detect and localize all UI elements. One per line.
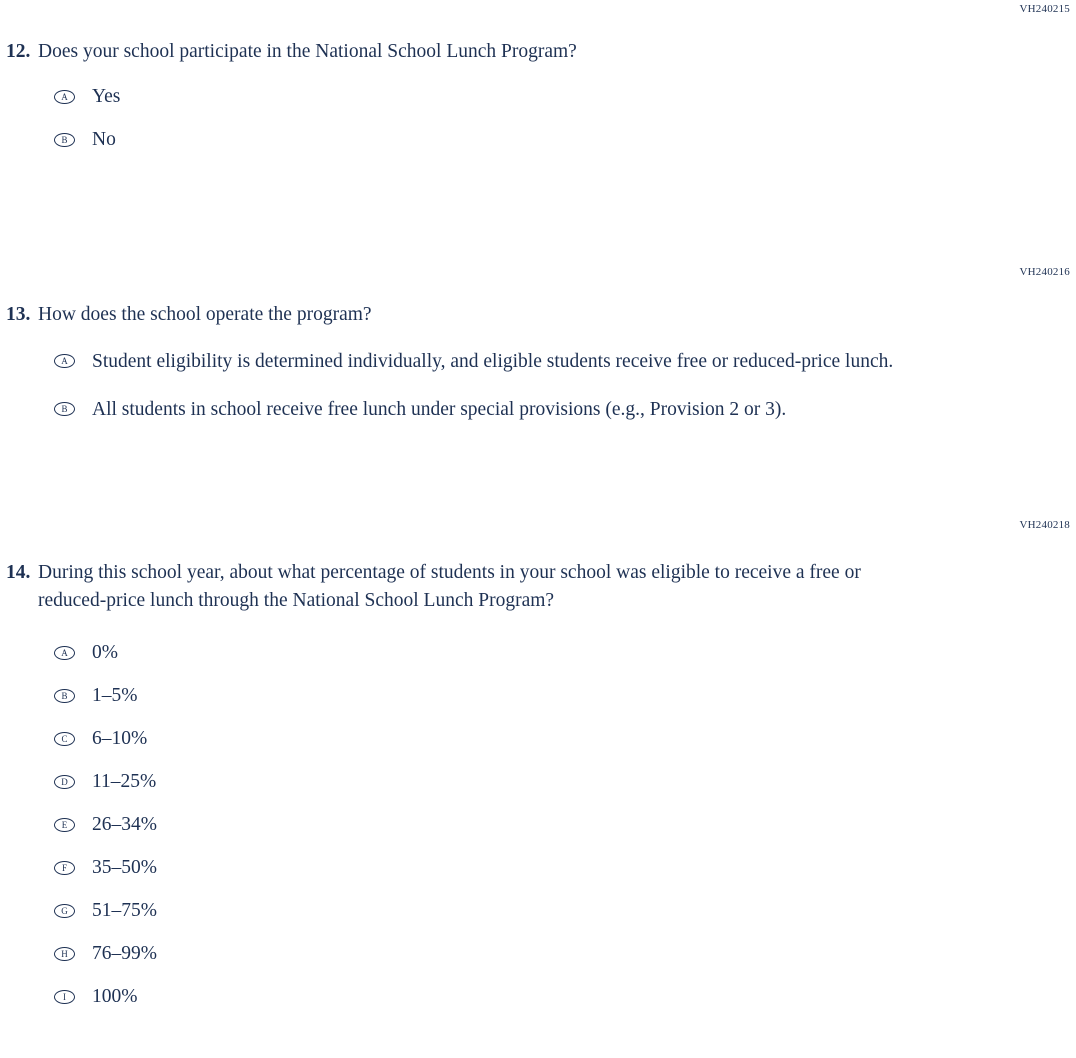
question-code: VH240218 bbox=[1019, 519, 1070, 531]
options-list bbox=[54, 348, 1070, 423]
option-label: 51–75% bbox=[92, 900, 157, 921]
option-label: Yes bbox=[92, 86, 121, 107]
answer-option[interactable] bbox=[54, 857, 1070, 879]
question-number: 12. bbox=[6, 41, 31, 62]
question-number: 13. bbox=[6, 304, 31, 325]
option-bubble-a[interactable]: A bbox=[54, 90, 75, 104]
answer-option[interactable] bbox=[54, 728, 1070, 750]
answer-option[interactable] bbox=[54, 642, 1070, 664]
question-line bbox=[6, 38, 1070, 65]
question-12 bbox=[6, 3, 1070, 151]
question-text: How does the school operate the program? bbox=[38, 304, 372, 325]
answer-option[interactable] bbox=[54, 685, 1070, 707]
option-bubble-i[interactable]: I bbox=[54, 990, 75, 1004]
option-label: 26–34% bbox=[92, 814, 157, 835]
option-bubble-e[interactable]: E bbox=[54, 818, 75, 832]
option-label: All students in school receive free lunch under special provisions (e.g., Provision 2 or 3). bbox=[92, 399, 787, 420]
option-bubble-b[interactable]: B bbox=[54, 689, 75, 703]
question-code: VH240215 bbox=[1019, 3, 1070, 15]
answer-option[interactable] bbox=[54, 943, 1070, 965]
options-list bbox=[54, 642, 1070, 1008]
answer-option[interactable] bbox=[54, 348, 1070, 375]
option-label: 76–99% bbox=[92, 943, 157, 964]
option-bubble-g[interactable]: G bbox=[54, 904, 75, 918]
option-label: 100% bbox=[92, 986, 138, 1007]
answer-option[interactable] bbox=[54, 814, 1070, 836]
option-label: Student eligibility is determined individually, and eligible students receive free or reduced-price lunch. bbox=[92, 351, 894, 372]
option-bubble-f[interactable]: F bbox=[54, 861, 75, 875]
option-bubble-h[interactable]: H bbox=[54, 947, 75, 961]
option-bubble-b[interactable]: B bbox=[54, 402, 75, 416]
option-bubble-a[interactable]: A bbox=[54, 646, 75, 660]
option-bubble-b[interactable]: B bbox=[54, 133, 75, 147]
option-bubble-c[interactable]: C bbox=[54, 732, 75, 746]
answer-option[interactable] bbox=[54, 86, 1070, 108]
question-code: VH240216 bbox=[1019, 266, 1070, 278]
answer-option[interactable] bbox=[54, 900, 1070, 922]
question-line bbox=[6, 301, 1070, 328]
option-label: 35–50% bbox=[92, 857, 157, 878]
answer-option[interactable] bbox=[54, 129, 1070, 151]
options-list bbox=[54, 86, 1070, 151]
option-bubble-d[interactable]: D bbox=[54, 775, 75, 789]
question-number: 14. bbox=[6, 562, 31, 583]
option-label: 1–5% bbox=[92, 685, 138, 706]
answer-option[interactable] bbox=[54, 396, 1070, 423]
answer-option[interactable] bbox=[54, 986, 1070, 1008]
question-text: During this school year, about what percentage of students in your school was eligible to receive a free or reduced-price lunch through the National School Lunch Program? bbox=[38, 562, 861, 611]
option-bubble-a[interactable]: A bbox=[54, 354, 75, 368]
question-13 bbox=[6, 266, 1070, 423]
answer-option[interactable] bbox=[54, 771, 1070, 793]
option-label: 0% bbox=[92, 642, 118, 663]
option-label: 11–25% bbox=[92, 771, 157, 792]
option-label: No bbox=[92, 129, 116, 150]
question-text: Does your school participate in the National School Lunch Program? bbox=[38, 41, 577, 62]
question-line bbox=[6, 559, 1070, 615]
option-label: 6–10% bbox=[92, 728, 148, 749]
question-14 bbox=[6, 519, 1070, 1008]
